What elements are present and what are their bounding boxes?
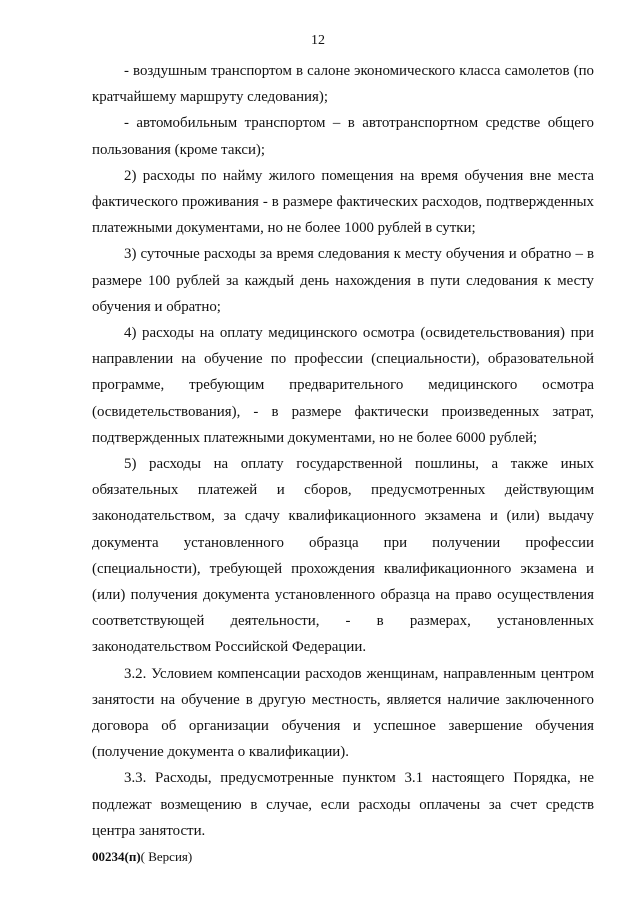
paragraph-daily-allowance: 3) суточные расходы за время следования к месту обучения и обратно – в размере 100 рублей за каждый день нахождения в пути следования к месту обучения и обратно; [92, 246, 594, 315]
document-code: 00234(п) [92, 849, 141, 864]
paragraph-3-3-exclusion: 3.3. Расходы, предусмотренные пунктом 3.1 настоящего Порядка, не подлежат возмещению в случае, если расходы оплачены за счет средств центра занятости. [92, 770, 594, 839]
paragraph-state-duty: 5) расходы на оплату государственной пошлины, а также иных обязательных платежей и сборов, предусмотренных действующим законодательством, за сдачу квалификационного экзамена и (или) выдачу документа установленного образца при получении профессии (специальности), требующей прохождения квалификационного экзамена и (или) получения документа установленного образца на право осуществления соответствующей деятельности, - в размерах, установленных законодательством Российской Федерации. [92, 456, 594, 656]
page-number: 12 [311, 33, 325, 48]
document-version: ( Версия) [140, 849, 193, 864]
document-body [92, 58, 594, 844]
paragraph-road-transport: - автомобильным транспортом – в автотранспортном средстве общего пользования (кроме такси); [92, 115, 594, 158]
paragraph-air-transport: - воздушным транспортом в салоне экономического класса самолетов (по кратчайшему маршруту следования); [92, 63, 594, 106]
paragraph-medical-exam: 4) расходы на оплату медицинского осмотра (освидетельствования) при направлении на обучение по профессии (специальности), образовательной программе, требующим предварительного медицинского осмотра (освидетельствования), - в размере фактически произведенных затрат, подтвержденных платежными документами, но не более 6000 рублей; [92, 325, 594, 446]
paragraph-housing-expenses: 2) расходы по найму жилого помещения на время обучения вне места фактического проживания - в размере фактических расходов, подтвержденных платежными документами, но не более 1000 рублей в сутки; [92, 167, 594, 237]
document-footer [92, 849, 192, 865]
paragraph-3-2-condition: 3.2. Условием компенсации расходов женщинам, направленным центром занятости на обучение в другую местность, является наличие заключенного договора об организации обучения и успешное завершение обучения (получение документа о квалификации). [92, 665, 594, 761]
